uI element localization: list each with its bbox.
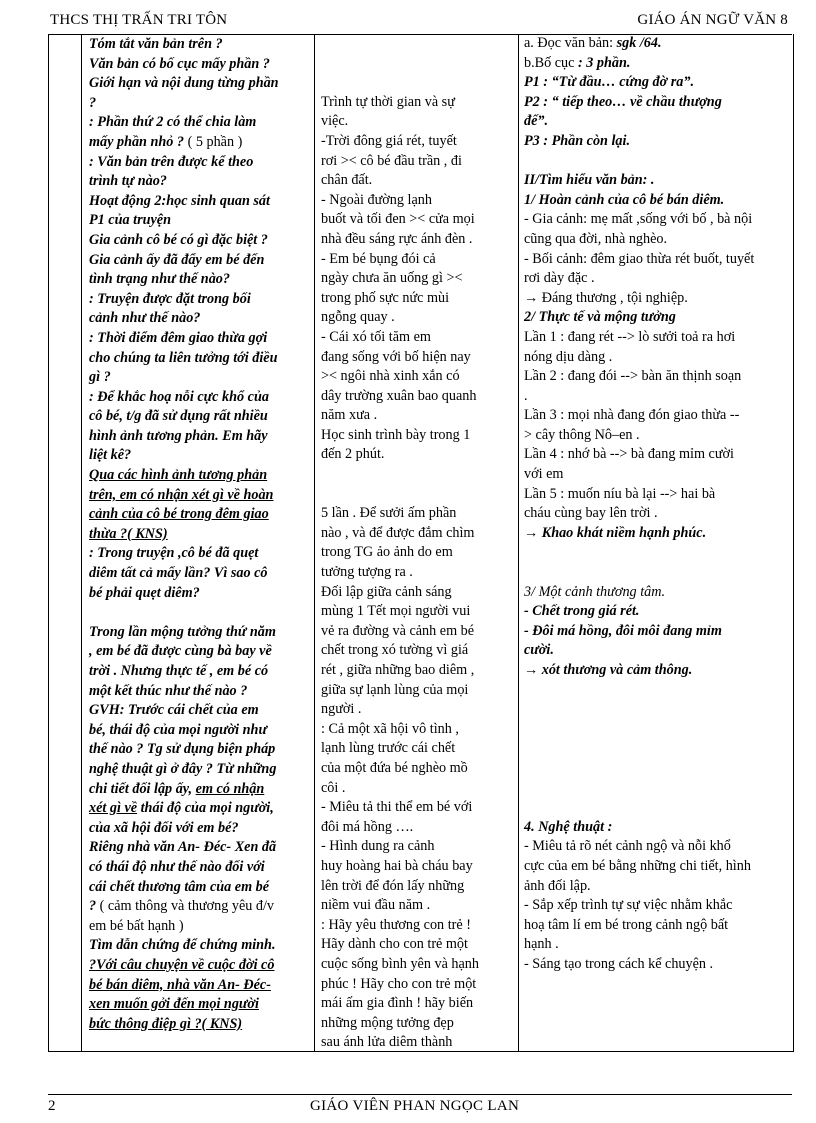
- question-line: cái chết thương tâm của em bé: [89, 878, 270, 895]
- answer-line: Hãy dành cho con trẻ một: [321, 936, 468, 953]
- answer-line: Đối lập giữa cảnh sáng: [321, 583, 452, 600]
- answer-line: Trình tự thời gian và sự: [321, 93, 455, 110]
- question-line: xét gì về thái độ của mọi người,: [89, 800, 274, 817]
- question-line: bé phải quẹt diêm?: [89, 584, 200, 601]
- question-line: chi tiết đối lập ấy, em có nhận: [89, 780, 265, 797]
- answer-line: : Cả một xã hội vô tình ,: [321, 720, 459, 737]
- column-divider: [518, 34, 519, 1051]
- lesson-table: [48, 34, 794, 1052]
- student-answers-column: [321, 93, 515, 1053]
- question-line: Gia cảnh ấy đã đẩy em bé đến: [89, 251, 265, 268]
- content-line: Lần 4 : nhớ bà --> bà đang mỉm cười: [524, 446, 734, 463]
- answer-line: chết trong xó tường vì giá: [321, 642, 469, 659]
- content-line: - Miêu tả rõ nét cảnh ngộ và nỗi khổ: [524, 838, 731, 855]
- content-line: cực của em bé bằng những chi tiết, hình: [524, 857, 751, 874]
- question-line: cảnh như thế nào?: [89, 310, 201, 327]
- question-line: thế nào ? Tg sử dụng biện pháp: [89, 741, 276, 758]
- content-line: Lần 1 : đang rét --> lò sưởi toả ra hơi: [524, 328, 736, 345]
- answer-line: - Em bé bụng đói cả: [321, 250, 436, 267]
- question-line: cô bé, t/g đã sử dụng rất nhiều: [89, 408, 268, 425]
- column-divider: [81, 34, 82, 1051]
- question-line: gì ?: [89, 369, 111, 386]
- answer-line: việc.: [321, 113, 349, 130]
- answer-line: đôi má hồng ….: [321, 818, 414, 835]
- answer-line: nào , và để được đắm chìm: [321, 524, 475, 541]
- page-header: [50, 12, 790, 32]
- content-line: P2 : “ tiếp theo… về chầu thượng: [524, 93, 722, 110]
- content-line: với em: [524, 466, 564, 483]
- question-line: xen muốn gởi đến mọi người: [89, 996, 259, 1013]
- content-line: cháu cùng bay lên trời .: [524, 505, 658, 522]
- question-line: Tìm dẫn chứng để chứng minh.: [89, 937, 276, 954]
- answer-line: côi .: [321, 779, 346, 796]
- content-line: Lần 3 : mọi nhà đang đón giao thừa --: [524, 407, 740, 424]
- answer-line: mái ấm gia đình ! hãy biến: [321, 995, 474, 1012]
- answer-line: buốt và tối đen >< cửa mọi: [321, 211, 475, 228]
- question-line: hình ảnh tương phản. Em hãy: [89, 427, 268, 444]
- content-line: Lần 5 : muốn níu bà lại --> hai bà: [524, 485, 716, 502]
- content-line: → Đáng thương , tội nghiệp.: [524, 289, 688, 306]
- answer-line: Học sinh trình bày trong 1: [321, 426, 471, 443]
- content-line: > cây thông Nô–en .: [524, 426, 640, 443]
- section-heading: 1/ Hoàn cảnh của cô bé bán diêm.: [524, 191, 725, 208]
- section-heading: 3/ Một cảnh thương tâm.: [524, 583, 666, 600]
- answer-line: rét , giữa những bao diêm ,: [321, 662, 475, 679]
- question-line: Tóm tắt văn bản trên ?: [89, 36, 223, 52]
- footer-rule: [48, 1094, 792, 1095]
- question-line: Trong lần mộng tưởng thứ năm: [89, 623, 276, 640]
- answer-line: niềm vui đầu năm .: [321, 897, 431, 914]
- content-line: - Sắp xếp trình tự sự việc nhằm khắc: [524, 897, 733, 914]
- content-line: nóng dịu dàng .: [524, 348, 613, 365]
- page-number: 2: [48, 1098, 56, 1114]
- answer-line: trong phố sực nức mùi: [321, 289, 450, 306]
- answer-line: : Hãy yêu thương con trẻ !: [321, 916, 471, 933]
- content-line: ảnh đối lập.: [524, 877, 591, 894]
- question-line: bé, thái độ của mọi người như: [89, 721, 267, 738]
- answer-line: giữa sự lạnh lùng của mọi: [321, 681, 469, 698]
- answer-line: tưởng tượng ra .: [321, 564, 413, 581]
- question-line: một kết thúc như thế nào ?: [89, 682, 248, 699]
- question-line: ?: [89, 94, 97, 111]
- answer-line: trong TG ảo ảnh do em: [321, 544, 453, 561]
- question-line: trên, em có nhận xét gì về hoàn: [89, 486, 274, 503]
- question-line: trời . Nhưng thực tế , em bé có: [89, 663, 269, 679]
- answer-line: mùng 1 Tết mọi người vui: [321, 603, 471, 620]
- question-line: em bé bất hạnh ): [89, 917, 184, 934]
- section-heading: 4. Nghệ thuật :: [524, 818, 613, 835]
- question-line: : Trong truyện ,cô bé đã quẹt: [89, 545, 259, 562]
- teacher-name: GIÁO VIÊN PHAN NGỌC LAN: [310, 1098, 520, 1114]
- answer-line: lên trời để đón lấy những: [321, 877, 465, 894]
- content-line: .: [524, 387, 528, 404]
- question-line: : Truyện được đặt trong bối: [89, 290, 251, 307]
- answer-line: - Cái xó tối tăm em: [321, 328, 431, 345]
- question-line: Gia cảnh cô bé có gì đặc biệt ?: [89, 231, 268, 248]
- content-line: cười.: [524, 642, 554, 659]
- answer-line: rơi >< cô bé đầu trần , đi: [321, 152, 462, 169]
- answer-line: cuộc sống bình yên và hạnh: [321, 955, 479, 972]
- content-line: hạnh .: [524, 936, 559, 953]
- question-line: bức thông điệp gì ?( KNS): [89, 1015, 243, 1032]
- answer-line: dây trường xuân bao quanh: [321, 387, 477, 404]
- teacher-activities-column: [89, 34, 315, 1034]
- question-line: của xã hội đối với em bé?: [89, 819, 239, 836]
- answer-line: - Ngoài đường lạnh: [321, 191, 432, 208]
- content-line: Lần 2 : đang đói --> bàn ăn thịnh soạn: [524, 368, 742, 385]
- content-line: - Gia cảnh: mẹ mất ,sống với bố , bà nội: [524, 211, 753, 228]
- answer-line: chân đất.: [321, 172, 373, 189]
- answer-line: >< ngôi nhà xinh xắn có: [321, 368, 460, 385]
- answer-line: của một đứa bé nghèo mồ: [321, 759, 468, 776]
- question-line: P1 của truyện: [89, 212, 171, 229]
- content-line: P3 : Phần còn lại.: [524, 132, 631, 149]
- answer-line: - Miêu tả thi thể em bé với: [321, 799, 473, 816]
- content-line: a. Đọc văn bản: sgk /64.: [524, 35, 662, 51]
- subject-title: GIÁO ÁN NGỮ VĂN 8: [637, 12, 788, 28]
- content-line: → Khao khát niềm hạnh phúc.: [524, 524, 707, 541]
- answer-line: năm xưa .: [321, 407, 378, 424]
- answer-line: người .: [321, 701, 362, 718]
- question-line: trình tự nào?: [89, 173, 167, 190]
- answer-line: huy hoàng hai bà cháu bay: [321, 857, 473, 874]
- school-name: THCS THỊ TRẤN TRI TÔN: [50, 12, 228, 28]
- content-line: cũng qua đời, nhà nghèo.: [524, 230, 668, 247]
- question-line: liệt kê?: [89, 447, 132, 464]
- question-line: Văn bản có bố cục mấy phần ?: [89, 55, 270, 72]
- lesson-content-column: [524, 34, 790, 975]
- question-line: cho chúng ta liên tưởng tới điều: [89, 349, 278, 366]
- question-line: có thái độ như thế nào đối với: [89, 858, 265, 875]
- answer-line: lạnh lùng trước cái chết: [321, 740, 456, 757]
- content-line: b.Bố cục : 3 phần.: [524, 54, 631, 71]
- answer-line: 5 lần . Để sưởi ấm phần: [321, 505, 457, 522]
- question-line: ?Với câu chuyện về cuộc đời cô: [89, 956, 275, 973]
- question-line: : Phần thứ 2 có thể chia làm: [89, 114, 257, 131]
- answer-line: - Hình dung ra cảnh: [321, 838, 435, 855]
- question-line: : Để khắc hoạ nỗi cực khổ của: [89, 388, 269, 405]
- question-line: Giới hạn và nội dung từng phần: [89, 75, 279, 92]
- content-line: P1 : “Từ đầu… cứng đờ ra”.: [524, 74, 695, 91]
- question-line: nghệ thuật gì ở đây ? Từ những: [89, 760, 277, 777]
- answer-line: nhà đều sáng rực ánh đèn .: [321, 230, 473, 247]
- answer-line: ngỗng quay .: [321, 309, 395, 326]
- content-line: - Chết trong giá rét.: [524, 603, 640, 620]
- answer-line: phúc ! Hãy cho con trẻ một: [321, 975, 477, 992]
- question-line: GVH: Trước cái chết của em: [89, 702, 259, 719]
- content-line: hoạ tâm lí em bé trong cảnh ngộ bất: [524, 916, 729, 933]
- question-line: diêm tất cả mấy lần? Vì sao cô: [89, 565, 268, 582]
- question-line: Qua các hình ảnh tương phản: [89, 467, 268, 484]
- question-line: mấy phần nhỏ ? ( 5 phần ): [89, 133, 243, 150]
- content-line: → xót thương và cảm thông.: [524, 662, 693, 678]
- question-line: Riêng nhà văn An- Đéc- Xen đã: [89, 839, 277, 856]
- section-heading: 2/ Thực tế và mộng tưởng: [524, 309, 676, 326]
- question-line: bé bán diêm, nhà văn An- Đéc-: [89, 976, 271, 993]
- question-line: : Thời điểm đêm giao thừa gợi: [89, 329, 268, 346]
- answer-line: đến 2 phút.: [321, 446, 385, 463]
- content-line: - Bối cảnh: đêm giao thừa rét buốt, tuyết: [524, 250, 755, 267]
- question-line: cảnh của cô bé trong đêm giao: [89, 506, 269, 523]
- question-line: : Văn bản trên được kể theo: [89, 153, 254, 170]
- section-heading: II/Tìm hiểu văn bản: .: [524, 172, 655, 189]
- question-line: tình trạng như thế nào?: [89, 271, 230, 288]
- question-line: ? ( cảm thông và thương yêu đ/v: [89, 898, 275, 915]
- question-line: thừa ?( KNS): [89, 525, 168, 542]
- question-line: Hoạt động 2:học sinh quan sát: [89, 192, 270, 209]
- content-line: rơi dày đặc .: [524, 270, 595, 287]
- question-line: , em bé đã được cùng bà bay về: [89, 643, 272, 660]
- content-line: đế”.: [524, 113, 549, 130]
- answer-line: vẻ ra đường và cảnh em bé: [321, 622, 475, 639]
- answer-line: -Trời đông giá rét, tuyết: [321, 132, 457, 149]
- answer-line: đang sống với bố hiện nay: [321, 348, 471, 365]
- answer-line: những mộng tưởng đẹp: [321, 1014, 454, 1031]
- answer-line: ngày chưa ăn uống gì ><: [321, 270, 463, 287]
- answer-line: sau ánh lửa diêm thành: [321, 1034, 453, 1051]
- content-line: - Sáng tạo trong cách kể chuyện .: [524, 955, 714, 972]
- content-line: - Đôi má hồng, đôi môi đang mỉm: [524, 622, 722, 639]
